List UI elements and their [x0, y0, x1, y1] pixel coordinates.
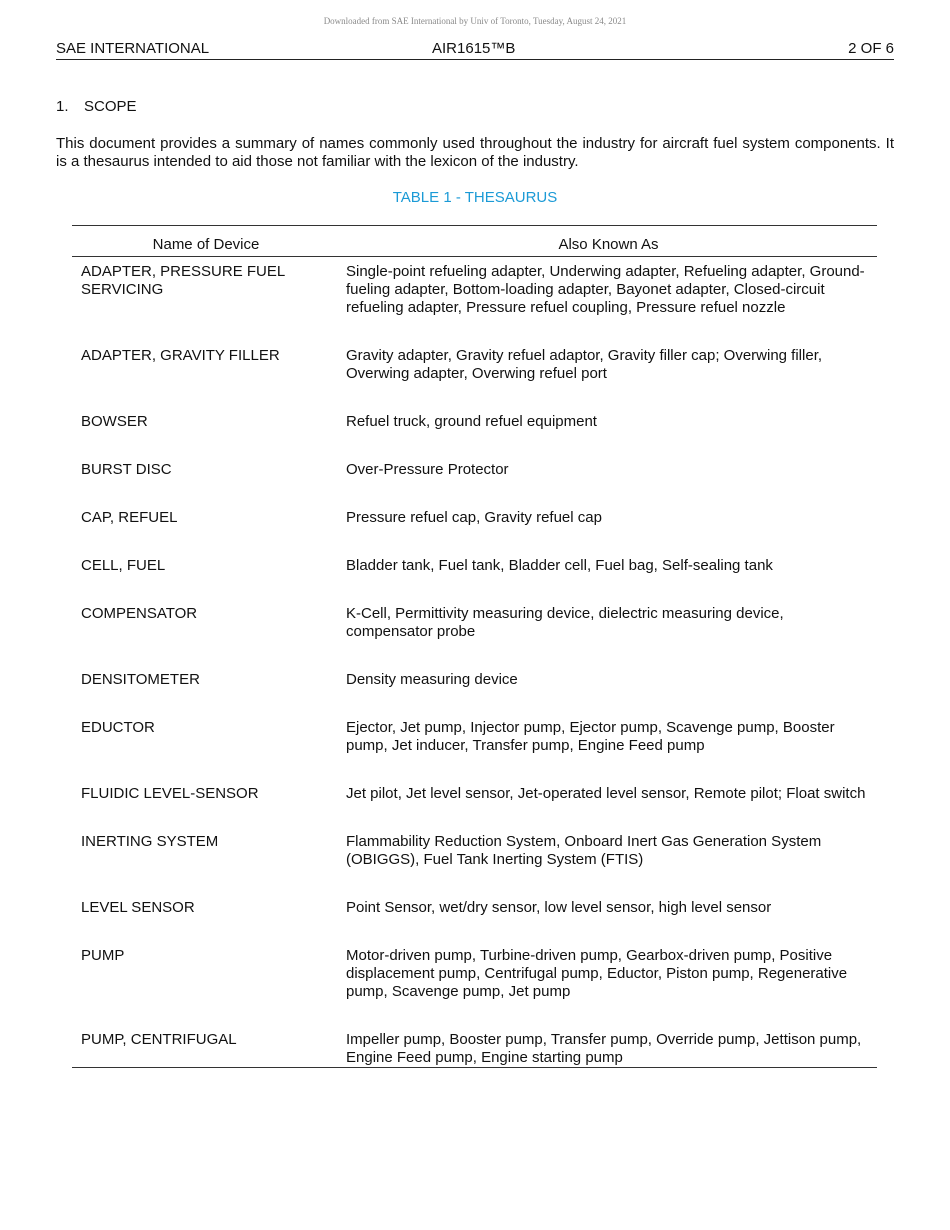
- device-name: ADAPTER, GRAVITY FILLER: [81, 347, 280, 364]
- table-row: [72, 719, 877, 785]
- table-row: [72, 833, 877, 899]
- scope-paragraph: This document provides a summary of names commonly used throughout the industry for aircraft fuel system components. It is a thesaurus intended to aid those not familiar with the lexicon of the industry.: [56, 135, 894, 170]
- table-row: [72, 899, 877, 947]
- section-heading: [56, 98, 137, 115]
- download-watermark: Downloaded from SAE International by Univ of Toronto, Tuesday, August 24, 2021: [323, 16, 627, 26]
- device-name: FLUIDIC LEVEL-SENSOR: [81, 785, 259, 802]
- section-title: SCOPE: [84, 98, 137, 115]
- page-header: [56, 38, 894, 60]
- section-number: 1.: [56, 98, 69, 115]
- thesaurus-table: [72, 225, 877, 1068]
- header-page-number: 2 OF 6: [848, 40, 894, 57]
- device-name: PUMP, CENTRIFUGAL: [81, 1031, 237, 1048]
- also-known-as: Single-point refueling adapter, Underwing adapter, Refueling adapter, Ground-fueling adapter, Bottom-loading adapter, Bayonet adapter, Closed-circuit refueling adapter, Pressure refuel coupling, Pressure refuel nozzle: [346, 263, 865, 316]
- device-name: DENSITOMETER: [81, 671, 200, 688]
- table-row: [72, 947, 877, 1031]
- header-organization: SAE INTERNATIONAL: [56, 40, 210, 57]
- device-name: CELL, FUEL: [81, 557, 166, 574]
- also-known-as: Over-Pressure Protector: [346, 461, 509, 478]
- table-row: [72, 461, 877, 509]
- table-row: [72, 413, 877, 461]
- also-known-as: Refuel truck, ground refuel equipment: [346, 413, 597, 430]
- also-known-as: Point Sensor, wet/dry sensor, low level sensor, high level sensor: [346, 899, 772, 916]
- device-name: LEVEL SENSOR: [81, 899, 195, 916]
- column-header-name: Name of Device: [152, 236, 260, 253]
- also-known-as: K-Cell, Permittivity measuring device, dielectric measuring device, compensator probe: [346, 605, 784, 640]
- table-row: [72, 557, 877, 605]
- also-known-as: Density measuring device: [346, 671, 518, 688]
- device-name: BURST DISC: [81, 461, 172, 478]
- table-row: [72, 671, 877, 719]
- table-title: TABLE 1 - THESAURUS: [392, 189, 558, 206]
- table-row: [72, 785, 877, 833]
- also-known-as: Gravity adapter, Gravity refuel adaptor, Gravity filler cap; Overwing filler, Overwing adapter, Overwing refuel port: [346, 347, 823, 382]
- also-known-as: Motor-driven pump, Turbine-driven pump, Gearbox-driven pump, Positive displacement pump, Centrifugal pump, Eductor, Piston pump, Regenerative pump, Scavenge pump, Jet pump: [346, 947, 848, 1000]
- also-known-as: Ejector, Jet pump, Injector pump, Ejector pump, Scavenge pump, Booster pump, Jet inducer, Transfer pump, Engine Feed pump: [346, 719, 835, 754]
- table-row: [72, 605, 877, 671]
- also-known-as: Flammability Reduction System, Onboard Inert Gas Generation System (OBIGGS), Fuel Tank Inerting System (FTIS): [346, 833, 822, 868]
- device-name: BOWSER: [81, 413, 148, 430]
- device-name: EDUCTOR: [81, 719, 155, 736]
- table-row: [72, 509, 877, 557]
- table-row: [72, 347, 877, 413]
- table-body: [72, 257, 877, 1068]
- device-name: PUMP: [81, 947, 125, 964]
- also-known-as: Jet pilot, Jet level sensor, Jet-operated level sensor, Remote pilot; Float switch: [346, 785, 866, 802]
- also-known-as: Pressure refuel cap, Gravity refuel cap: [346, 509, 602, 526]
- column-header-aka: Also Known As: [558, 236, 659, 253]
- device-name: CAP, REFUEL: [81, 509, 178, 526]
- also-known-as: Impeller pump, Booster pump, Transfer pump, Override pump, Jettison pump, Engine Feed pump, Engine starting pump: [346, 1031, 862, 1066]
- table-row: [72, 1031, 877, 1067]
- table-row: [72, 263, 877, 347]
- table-header: [72, 225, 877, 257]
- device-name: COMPENSATOR: [81, 605, 198, 622]
- device-name: ADAPTER, PRESSURE FUEL SERVICING: [81, 263, 285, 298]
- header-document-id: AIR1615™B: [432, 40, 516, 57]
- also-known-as: Bladder tank, Fuel tank, Bladder cell, Fuel bag, Self-sealing tank: [346, 557, 773, 574]
- device-name: INERTING SYSTEM: [81, 833, 219, 850]
